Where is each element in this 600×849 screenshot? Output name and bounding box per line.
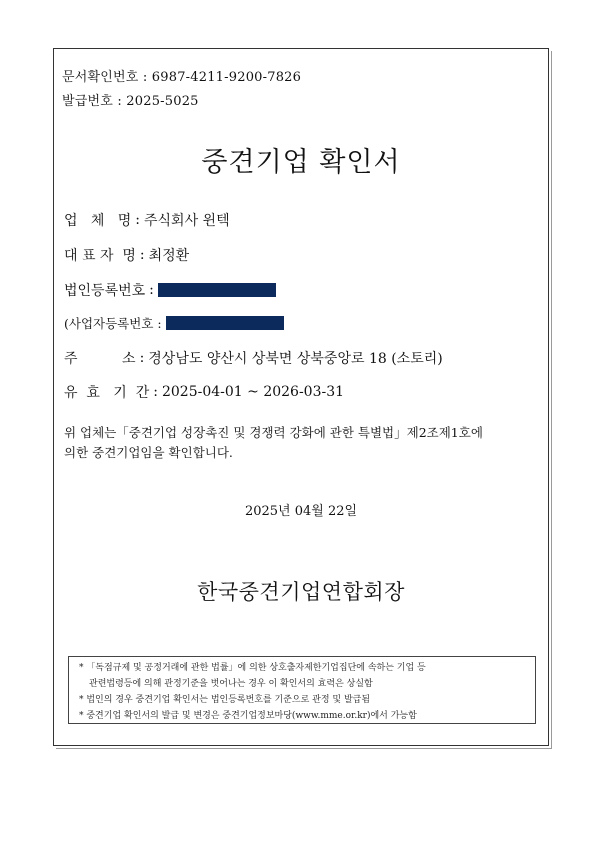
address-label: 주 소 (64, 351, 136, 367)
biz-reg-redaction (166, 316, 284, 330)
doc-number-line (62, 66, 301, 85)
issue-number-line (62, 90, 199, 109)
biz-reg-separator: : (157, 315, 162, 331)
doc-number-label: 문서확인번호 : (62, 70, 152, 85)
note-3: * 중견기업 확인서의 발급 및 변경은 중견기업정보마당(www.mme.or.kr)에서 가능함 (79, 711, 417, 721)
address-separator: : (139, 350, 145, 366)
statement-line-1: 위 업체는「중견기업 성장촉진 및 경쟁력 강화에 관한 특별법」제2조제1호에 (64, 425, 483, 440)
address-row (64, 348, 443, 368)
corp-reg-separator: : (149, 282, 154, 298)
confirmation-statement (64, 423, 540, 463)
validity-separator: : (153, 384, 158, 400)
ceo-label: 대 표 자 명 (64, 248, 136, 264)
issuer-name: 한국중견기업연합회장 (197, 580, 405, 604)
notes-box (68, 656, 536, 724)
doc-number-value: 6987-4211-9200-7826 (151, 70, 302, 85)
issue-number-value: 2025-5025 (126, 94, 199, 109)
ceo-row (64, 245, 189, 265)
note-1-line-2: 관련법령등에 의해 관정기준을 벗어나는 경우 이 확인서의 효력은 상실함 (89, 679, 373, 689)
corp-reg-label: 법인등록번호 (64, 283, 146, 299)
company-separator: : (135, 212, 140, 228)
note-2: * 법인의 경우 중견기업 확인서는 법인등록번호를 기준으로 관정 및 발급됨 (79, 695, 371, 705)
validity-value: 2025-04-01 ~ 2026-03-31 (161, 384, 345, 400)
note-1-line-1: * 「독점규제 및 공정거래에 관한 법률」에 의한 상호출자제한기업집단에 속하는 기업 등 (79, 663, 426, 673)
ceo-value: 최정환 (148, 248, 190, 264)
corp-reg-row (64, 280, 276, 300)
issue-number-label: 발급번호 : (62, 94, 127, 109)
statement-line-2: 의한 중견기업임을 확인합니다. (64, 445, 233, 460)
validity-row (64, 382, 344, 402)
company-row (64, 210, 230, 230)
ceo-separator: : (139, 247, 145, 263)
corp-reg-redaction (158, 283, 276, 297)
company-label: 업 체 명 (64, 213, 132, 229)
issue-date: 2025년 04월 22일 (244, 504, 358, 519)
company-value: 주식회사 윈텍 (144, 213, 230, 229)
validity-label: 유 효 기 간 (64, 385, 150, 401)
biz-reg-row (64, 314, 284, 332)
address-value: 경상남도 양산시 상북면 상북중앙로 18 (소토리) (148, 351, 443, 367)
biz-reg-label: (사업자등록번호 (64, 316, 154, 331)
document-title: 중견기업 확인서 (201, 147, 401, 178)
